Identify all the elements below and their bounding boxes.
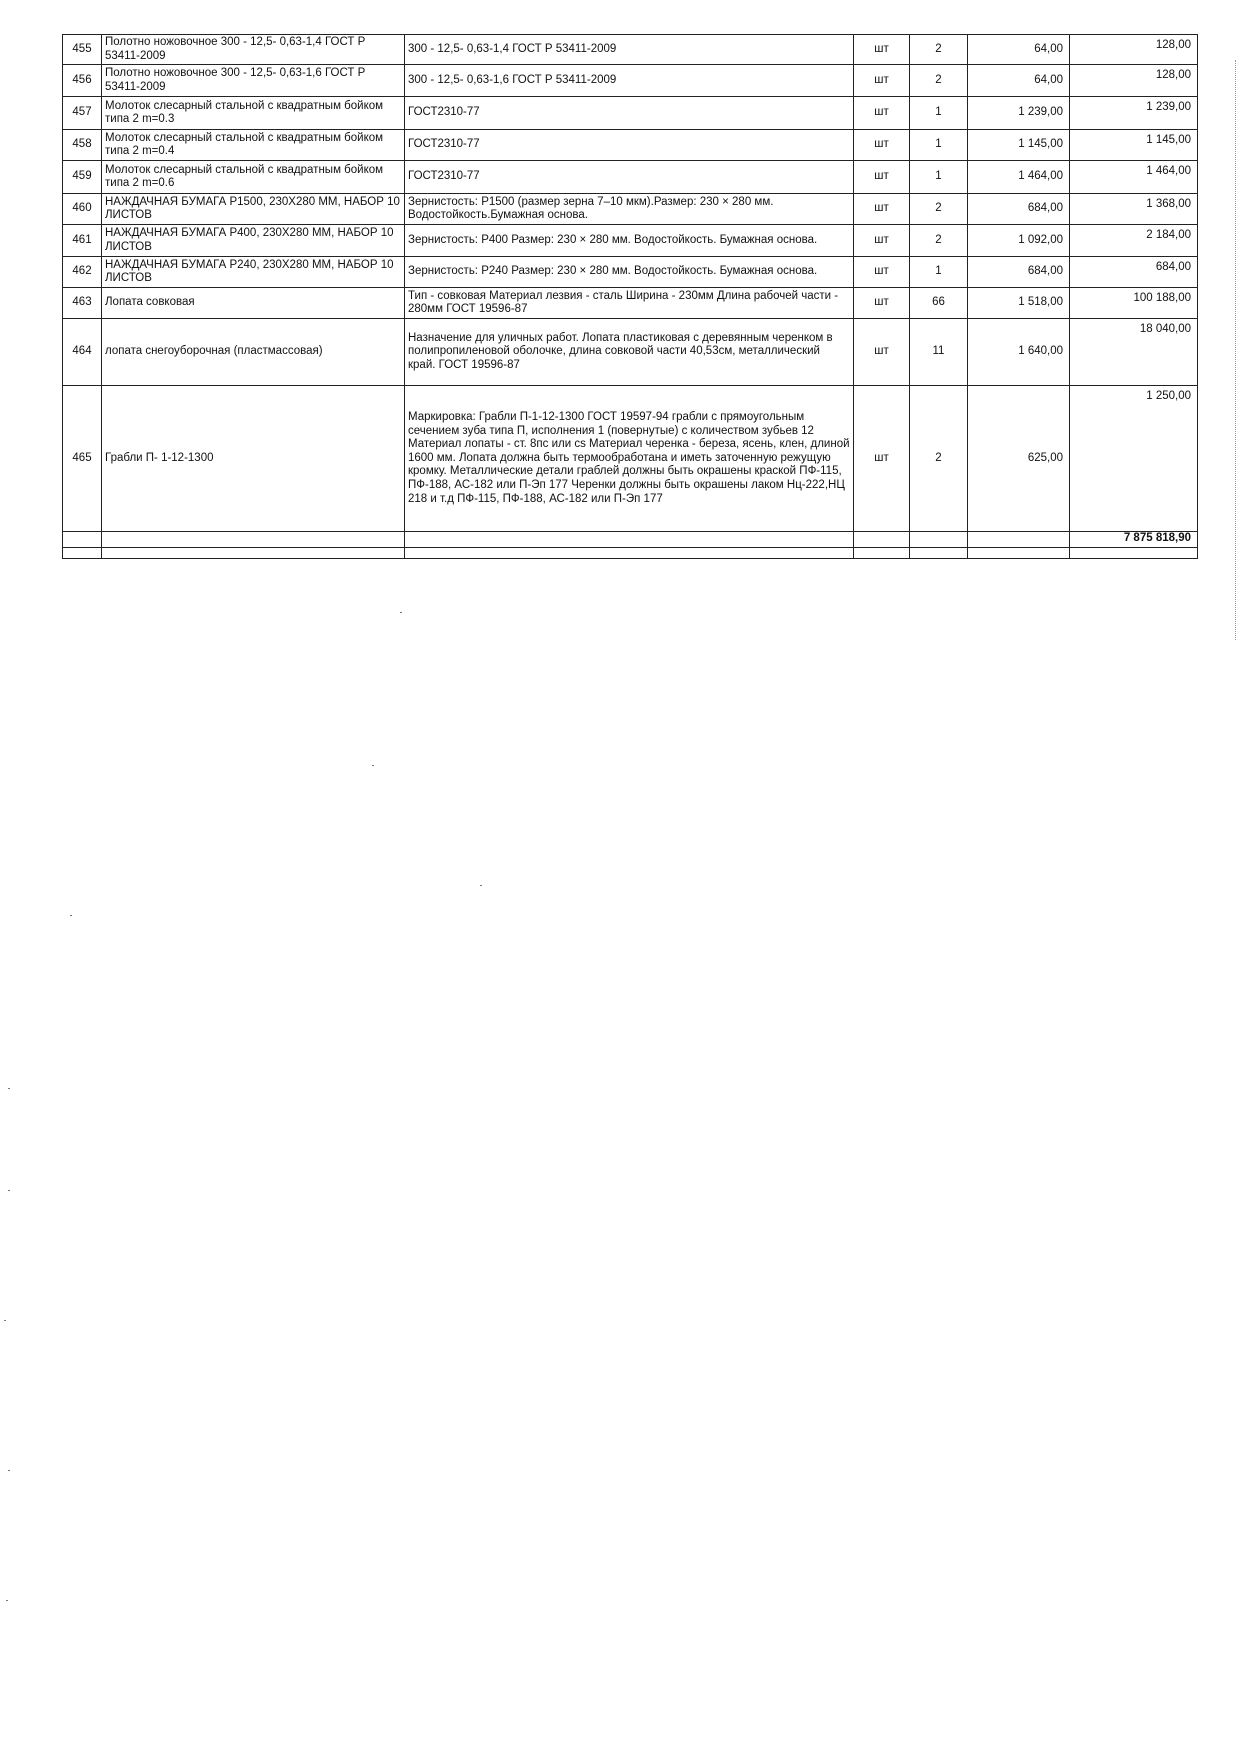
empty-cell: [910, 532, 968, 548]
row-number: 465: [63, 386, 102, 532]
scan-speck: [4, 1320, 6, 1321]
item-price: 1 145,00: [968, 130, 1070, 161]
row-number: 461: [63, 225, 102, 257]
scan-speck: [70, 915, 72, 916]
table-row: [63, 288, 1198, 319]
item-unit: шт: [854, 35, 910, 65]
item-description: Тип - совковая Материал лезвия - сталь Ширина - 230мм Длина рабочей части - 280мм ГОСТ 19596-87: [405, 288, 854, 319]
item-description: 300 - 12,5- 0,63-1,6 ГОСТ Р 53411-2009: [405, 65, 854, 97]
row-number: 456: [63, 65, 102, 97]
table-row: [63, 35, 1198, 65]
table-row: [63, 65, 1198, 97]
item-description: ГОСТ2310-77: [405, 130, 854, 161]
item-quantity: 66: [910, 288, 968, 319]
scan-speck: [8, 1470, 10, 1471]
item-price: 1 092,00: [968, 225, 1070, 257]
item-unit: шт: [854, 130, 910, 161]
item-name: Молоток слесарный стальной с квадратным бойком типа 2 m=0.6: [102, 161, 405, 194]
empty-cell: [102, 547, 405, 558]
table-row: [63, 257, 1198, 288]
scan-speck: [8, 1088, 10, 1089]
item-sum: 1 464,00: [1070, 161, 1198, 194]
item-unit: шт: [854, 65, 910, 97]
item-name: Полотно ножовочное 300 - 12,5- 0,63-1,6 ГОСТ Р 53411-2009: [102, 65, 405, 97]
item-unit: шт: [854, 97, 910, 130]
item-price: 1 640,00: [968, 319, 1070, 386]
item-price: 1 518,00: [968, 288, 1070, 319]
empty-cell: [1070, 547, 1198, 558]
item-name: Полотно ножовочное 300 - 12,5- 0,63-1,4 ГОСТ Р 53411-2009: [102, 35, 405, 65]
item-description: 300 - 12,5- 0,63-1,4 ГОСТ Р 53411-2009: [405, 35, 854, 65]
scan-speck: [480, 885, 482, 886]
item-quantity: 2: [910, 386, 968, 532]
total-row: [63, 532, 1198, 548]
empty-cell: [968, 532, 1070, 548]
item-sum: 128,00: [1070, 65, 1198, 97]
table-body: [63, 35, 1198, 559]
item-price: 625,00: [968, 386, 1070, 532]
item-name: Лопата совковая: [102, 288, 405, 319]
empty-cell: [405, 532, 854, 548]
item-description: Зернистость: Р400 Размер: 230 × 280 мм. Водостойкость. Бумажная основа.: [405, 225, 854, 257]
scan-speck: [6, 1600, 8, 1601]
table-row: [63, 161, 1198, 194]
scan-speck: [8, 1190, 10, 1191]
scan-edge-line: [1234, 60, 1236, 640]
item-price: 64,00: [968, 65, 1070, 97]
empty-cell: [405, 547, 854, 558]
item-name: НАЖДАЧНАЯ БУМАГА Р240, 230X280 ММ, НАБОР 10 ЛИСТОВ: [102, 257, 405, 288]
table-row: [63, 386, 1198, 532]
item-sum: 128,00: [1070, 35, 1198, 65]
item-sum: 1 239,00: [1070, 97, 1198, 130]
row-number: 462: [63, 257, 102, 288]
scan-speck: [400, 612, 402, 613]
item-description: Зернистость: Р1500 (размер зерна 7–10 мкм).Размер: 230 × 280 мм. Водостойкость.Бумажная основа.: [405, 194, 854, 225]
table-row: [63, 130, 1198, 161]
item-quantity: 2: [910, 35, 968, 65]
item-name: лопата снегоуборочная (пластмассовая): [102, 319, 405, 386]
item-description: Назначение для уличных работ. Лопата пластиковая с деревянным черенком в полипропиленовой оболочке, длина совковой части 40,53см, металлический край. ГОСТ 19596-87: [405, 319, 854, 386]
item-quantity: 1: [910, 257, 968, 288]
row-number: 459: [63, 161, 102, 194]
row-number: 464: [63, 319, 102, 386]
item-unit: шт: [854, 225, 910, 257]
item-sum: 100 188,00: [1070, 288, 1198, 319]
item-sum: 1 368,00: [1070, 194, 1198, 225]
empty-cell: [910, 547, 968, 558]
empty-cell: [63, 547, 102, 558]
row-number: 463: [63, 288, 102, 319]
item-name: НАЖДАЧНАЯ БУМАГА Р400, 230X280 ММ, НАБОР 10 ЛИСТОВ: [102, 225, 405, 257]
empty-cell: [102, 532, 405, 548]
blank-row: [63, 547, 1198, 558]
item-unit: шт: [854, 288, 910, 319]
item-unit: шт: [854, 319, 910, 386]
item-description: Маркировка: Грабли П-1-12-1300 ГОСТ 19597-94 грабли с прямоугольным сечением зуба типа П, исполнения 1 (повернутые) с количеством зубьев 12 Материал лопаты - ст. 8пс или сs Материал черенка - береза, ясень, клен, длиной 1600 мм. Лопата должна быть термообработана и иметь заточенную режущую кромку. Металлические детали граблей должны быть окрашены краской ПФ-115, ПФ-188, АС-182 или П-Эп 177 Черенки должны быть окрашены лаком Нц-222,НЦ 218 и т.д ПФ-115, ПФ-188, АС-182 или П-Эп 177: [405, 386, 854, 532]
item-price: 1 464,00: [968, 161, 1070, 194]
item-name: Молоток слесарный стальной с квадратным бойком типа 2 m=0.4: [102, 130, 405, 161]
item-price: 1 239,00: [968, 97, 1070, 130]
item-unit: шт: [854, 194, 910, 225]
table-row: [63, 319, 1198, 386]
empty-cell: [854, 532, 910, 548]
row-number: 458: [63, 130, 102, 161]
item-quantity: 2: [910, 65, 968, 97]
item-sum: 18 040,00: [1070, 319, 1198, 386]
item-sum: 684,00: [1070, 257, 1198, 288]
item-name: Грабли П- 1-12-1300: [102, 386, 405, 532]
item-unit: шт: [854, 257, 910, 288]
table-row: [63, 194, 1198, 225]
item-price: 684,00: [968, 257, 1070, 288]
item-quantity: 1: [910, 97, 968, 130]
row-number: 460: [63, 194, 102, 225]
item-quantity: 2: [910, 194, 968, 225]
grand-total: 7 875 818,90: [1070, 532, 1198, 548]
item-description: ГОСТ2310-77: [405, 161, 854, 194]
scan-speck: [372, 765, 374, 766]
empty-cell: [63, 532, 102, 548]
item-price: 684,00: [968, 194, 1070, 225]
empty-cell: [968, 547, 1070, 558]
item-quantity: 11: [910, 319, 968, 386]
table-row: [63, 97, 1198, 130]
item-quantity: 1: [910, 130, 968, 161]
item-unit: шт: [854, 386, 910, 532]
item-name: НАЖДАЧНАЯ БУМАГА Р1500, 230X280 ММ, НАБОР 10 ЛИСТОВ: [102, 194, 405, 225]
item-sum: 1 145,00: [1070, 130, 1198, 161]
table-row: [63, 225, 1198, 257]
item-sum: 1 250,00: [1070, 386, 1198, 532]
item-sum: 2 184,00: [1070, 225, 1198, 257]
item-name: Молоток слесарный стальной с квадратным бойком типа 2 m=0.3: [102, 97, 405, 130]
row-number: 455: [63, 35, 102, 65]
item-description: Зернистость: Р240 Размер: 230 × 280 мм. Водостойкость. Бумажная основа.: [405, 257, 854, 288]
specification-table: [62, 34, 1198, 559]
item-price: 64,00: [968, 35, 1070, 65]
item-quantity: 2: [910, 225, 968, 257]
item-quantity: 1: [910, 161, 968, 194]
item-unit: шт: [854, 161, 910, 194]
row-number: 457: [63, 97, 102, 130]
item-description: ГОСТ2310-77: [405, 97, 854, 130]
empty-cell: [854, 547, 910, 558]
